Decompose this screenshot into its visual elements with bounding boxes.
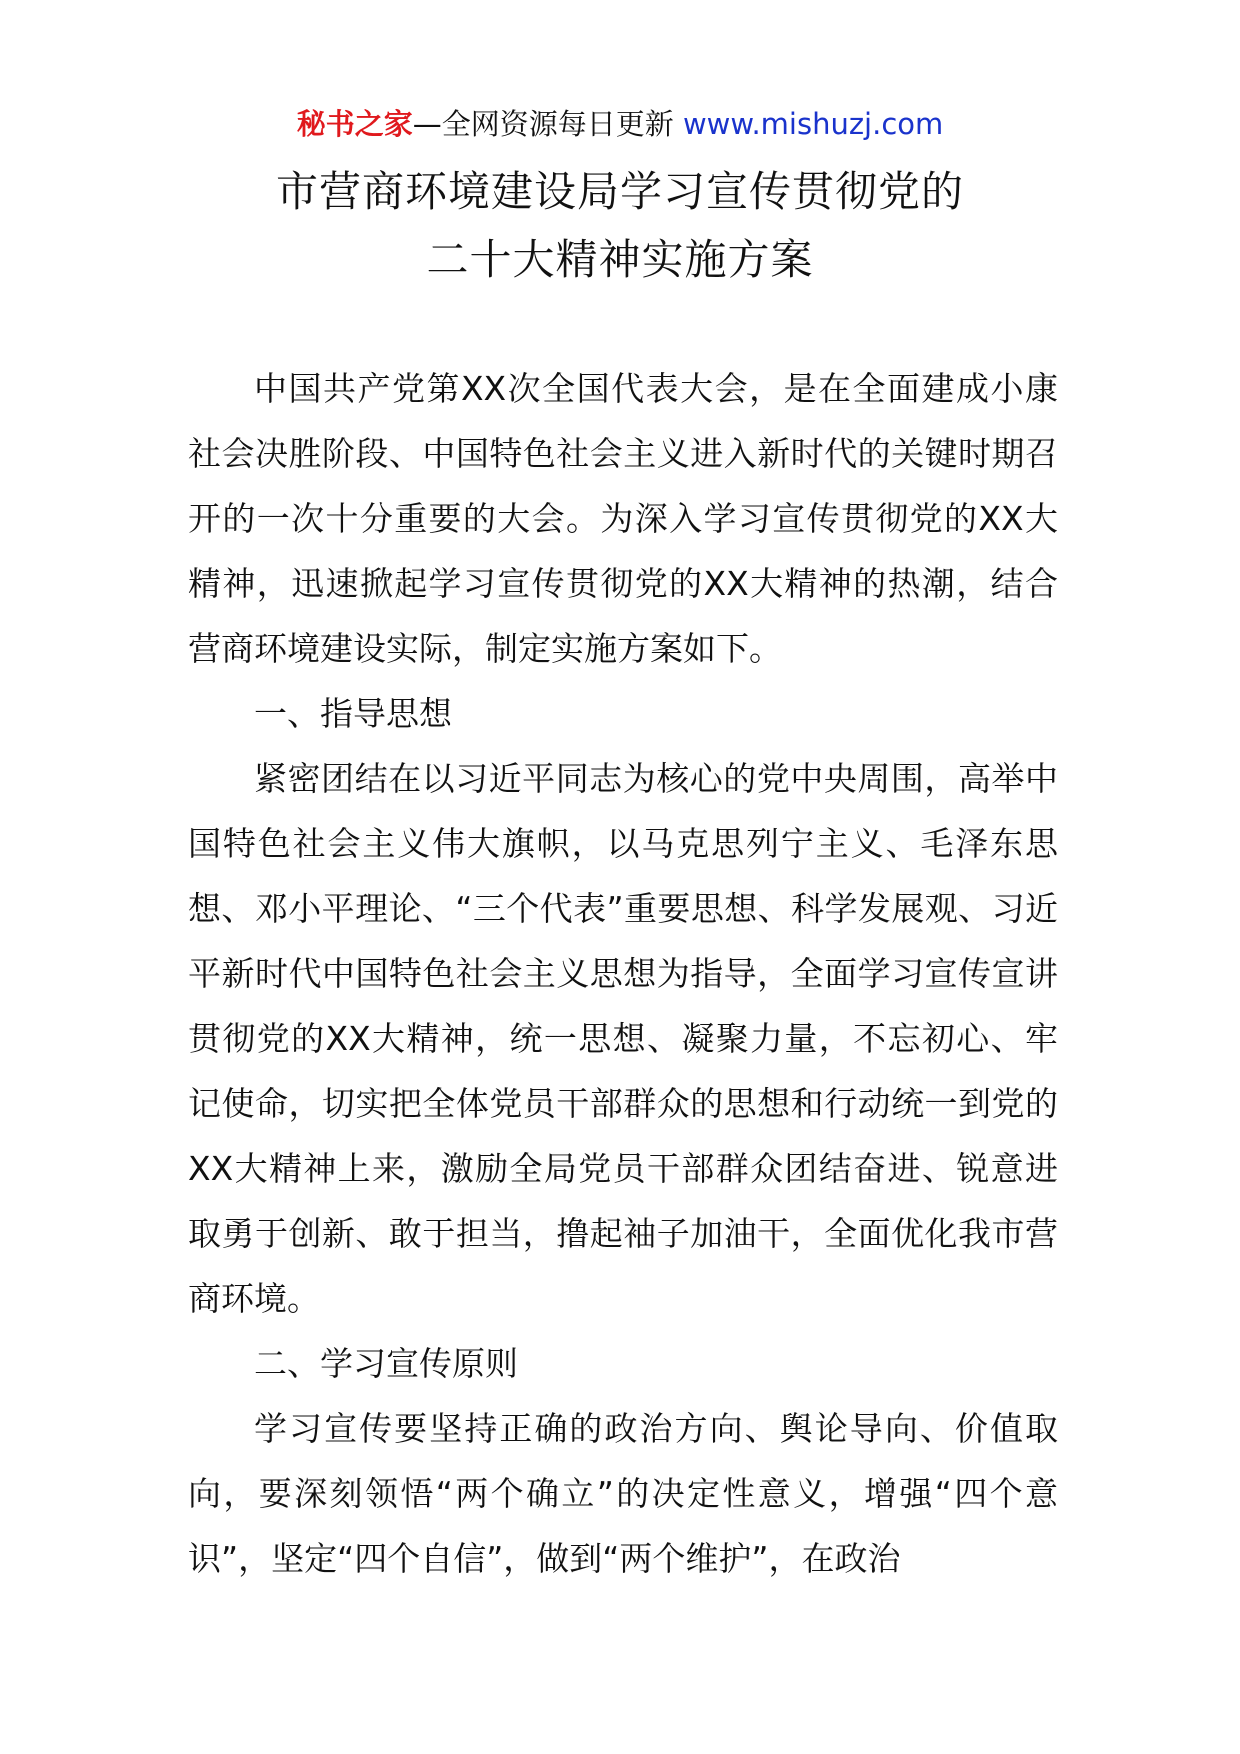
document-body [188,356,1058,1591]
document-title-line-1: 市营商环境建设局学习宣传贯彻党的 [275,167,964,216]
section-heading-guiding-ideology: 一、指导思想 [254,694,452,733]
site-brand: 秘书之家 [296,107,413,141]
site-header [0,104,1240,144]
section-paragraph-principles: 学习宣传要坚持正确的政治方向、舆论导向、价值取向，要深刻领悟“两个确立”的决定性意义，增强“四个意识”，坚定“四个自信”，做到“两个维护”，在政治 [188,1409,1058,1578]
section-heading-principles: 二、学习宣传原则 [254,1344,518,1383]
site-url-link[interactable]: www.mishuzj.com [682,107,944,141]
intro-paragraph: 中国共产党第XX次全国代表大会，是在全面建成小康社会决胜阶段、中国特色社会主义进入新时代的关键时期召开的一次十分重要的大会。为深入学习宣传贯彻党的XX大精神，迅速掀起学习宣传贯彻党的XX大精神的热潮，结合营商环境建设实际，制定实施方案如下。 [188,369,1058,668]
site-tagline: —全网资源每日更新 [412,107,674,141]
document-title-line-2: 二十大精神实施方案 [426,235,814,284]
section-paragraph-guiding-ideology: 紧密团结在以习近平同志为核心的党中央周围，高举中国特色社会主义伟大旗帜，以马克思列宁主义、毛泽东思想、邓小平理论、“三个代表”重要思想、科学发展观、习近平新时代中国特色社会主义思想为指导，全面学习宣传宣讲贯彻党的XX大精神，统一思想、凝聚力量，不忘初心、牢记使命，切实把全体党员干部群众的思想和行动统一到党的XX大精神上来，激励全局党员干部群众团结奋进、锐意进取勇于创新、敢于担当，撸起袖子加油干，全面优化我市营商环境。 [188,759,1058,1318]
